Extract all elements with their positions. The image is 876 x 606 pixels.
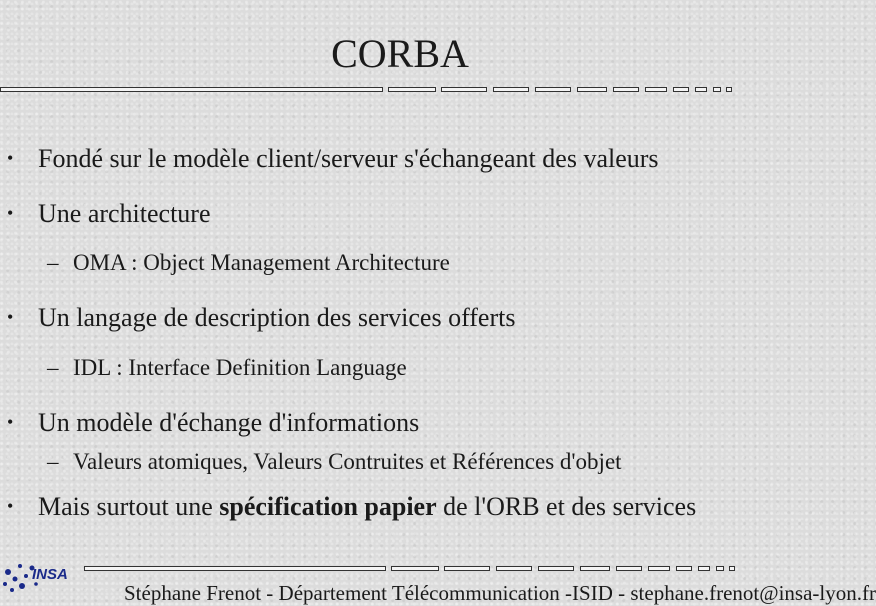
sub-bullet-dash: – (47, 355, 59, 380)
sub-bullet-dash: – (47, 250, 59, 275)
bullet-dot: • (7, 307, 14, 327)
sub-bullet-text: Valeurs atomiques, Valeurs Contruites et Références d'objet (73, 449, 622, 474)
bullet-text: Une architecture (38, 199, 211, 228)
bullet-text (38, 488, 758, 525)
insa-logo-text: INSA (32, 566, 68, 583)
bullet-dot: • (7, 496, 14, 516)
bullet-text-end: de l'ORB et des services (436, 492, 697, 521)
bullet-text: Un langage de description des services offerts (38, 303, 516, 332)
footer-credit: Stéphane Frenot - Département Télécommunication -ISID - stephane.frenot@insa-lyon.fr (124, 581, 876, 605)
insa-logo-mark (0, 558, 90, 600)
bullet-dot: • (7, 412, 14, 432)
title-divider (0, 87, 800, 92)
bullet-dot: • (7, 203, 14, 223)
insa-logo (0, 558, 90, 600)
slide-title: CORBA (331, 31, 469, 76)
bullet-text-emphasis: spécification papier (219, 492, 437, 521)
sub-bullet-text: OMA : Object Management Architecture (73, 250, 450, 275)
sub-bullet-dash: – (47, 449, 59, 474)
bullet-text: Un modèle d'échange d'informations (38, 408, 420, 437)
sub-bullet-text: IDL : Interface Definition Language (73, 355, 407, 380)
footer-divider (0, 566, 800, 571)
bullet-text: Fondé sur le modèle client/serveur s'échangeant des valeurs (38, 144, 659, 173)
bullet-dot: • (7, 148, 14, 168)
bullet-text-start: Mais surtout une (38, 492, 220, 521)
